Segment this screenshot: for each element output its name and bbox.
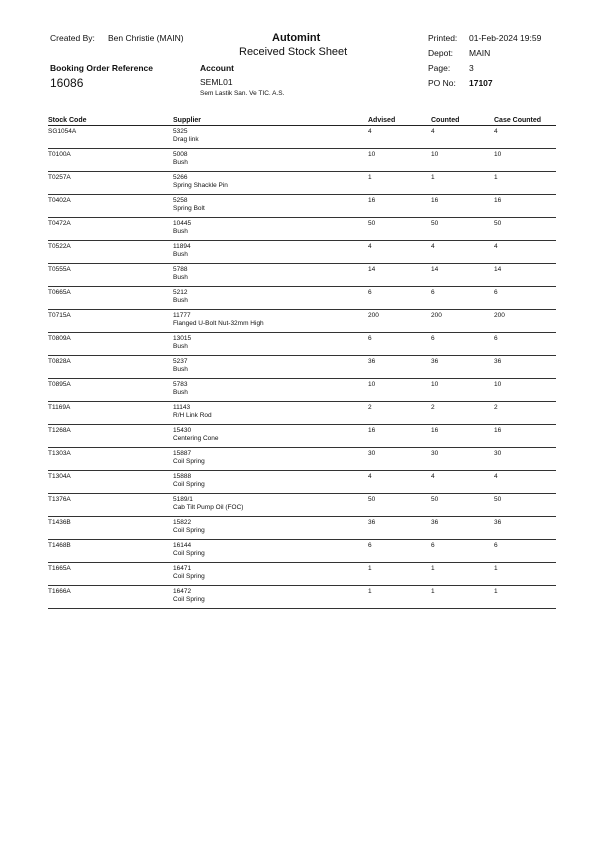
cell-counted	[431, 402, 494, 425]
counted-qty: 36	[431, 358, 439, 365]
advised-qty: 36	[368, 519, 376, 526]
stock-code: T1436B	[48, 519, 71, 526]
table-row	[48, 448, 556, 471]
cell-counted	[431, 425, 494, 448]
supplier-code: 5325	[173, 128, 188, 135]
counted-qty: 10	[431, 381, 439, 388]
cell-supplier	[173, 241, 368, 264]
supplier-code: 15887	[173, 450, 192, 457]
advised-qty: 200	[368, 312, 379, 319]
cell-advised	[368, 425, 431, 448]
counted-qty: 6	[431, 335, 435, 342]
supplier-code: 15430	[173, 427, 192, 434]
item-description: Coil Spring	[173, 527, 205, 534]
cell-advised	[368, 149, 431, 172]
supplier-code: 5237	[173, 358, 188, 365]
stock-code: T0555A	[48, 266, 71, 273]
item-description: Bush	[173, 251, 188, 258]
advised-qty: 10	[368, 151, 376, 158]
case-counted-qty: 2	[494, 404, 498, 411]
supplier-code: 15888	[173, 473, 192, 480]
stock-code: T1665A	[48, 565, 71, 572]
cell-advised	[368, 448, 431, 471]
cell-counted	[431, 586, 494, 609]
counted-qty: 6	[431, 542, 435, 549]
cell-case-counted	[494, 425, 556, 448]
cell-stock-code	[48, 333, 173, 356]
table-row	[48, 333, 556, 356]
counted-qty: 10	[431, 151, 439, 158]
cell-supplier	[173, 356, 368, 379]
case-counted-qty: 4	[494, 243, 498, 250]
table-row	[48, 379, 556, 402]
cell-stock-code	[48, 356, 173, 379]
case-counted-qty: 1	[494, 565, 498, 572]
stock-code: T1303A	[48, 450, 71, 457]
stock-code: T0828A	[48, 358, 71, 365]
counted-qty: 6	[431, 289, 435, 296]
cell-case-counted	[494, 172, 556, 195]
cell-advised	[368, 172, 431, 195]
created-by-label: Created By:	[50, 33, 95, 43]
cell-supplier	[173, 379, 368, 402]
cell-advised	[368, 310, 431, 333]
printed-value: 01-Feb-2024 19:59	[469, 33, 542, 43]
cell-counted	[431, 540, 494, 563]
cell-supplier	[173, 471, 368, 494]
case-counted-qty: 36	[494, 358, 502, 365]
table-row	[48, 517, 556, 540]
cell-advised	[368, 471, 431, 494]
table-row	[48, 494, 556, 517]
case-counted-qty: 50	[494, 496, 502, 503]
cell-counted	[431, 448, 494, 471]
cell-case-counted	[494, 586, 556, 609]
supplier-code: 11894	[173, 243, 191, 250]
table-row	[48, 310, 556, 333]
cell-case-counted	[494, 356, 556, 379]
cell-stock-code	[48, 517, 173, 540]
counted-qty: 4	[431, 128, 435, 135]
cell-counted	[431, 126, 494, 149]
counted-qty: 200	[431, 312, 442, 319]
item-description: Bush	[173, 274, 188, 281]
cell-counted	[431, 494, 494, 517]
supplier-code: 5008	[173, 151, 188, 158]
cell-advised	[368, 517, 431, 540]
item-description: Bush	[173, 366, 188, 373]
supplier-code: 13015	[173, 335, 192, 342]
stock-code: T0100A	[48, 151, 71, 158]
cell-stock-code	[48, 195, 173, 218]
stock-code: T0257A	[48, 174, 71, 181]
col-header-stock-code: Stock Code	[48, 114, 173, 126]
cell-stock-code	[48, 379, 173, 402]
cell-counted	[431, 310, 494, 333]
cell-counted	[431, 333, 494, 356]
cell-case-counted	[494, 402, 556, 425]
cell-supplier	[173, 264, 368, 287]
cell-case-counted	[494, 448, 556, 471]
counted-qty: 1	[431, 174, 435, 181]
item-description: Spring Bolt	[173, 205, 205, 212]
counted-qty: 16	[431, 197, 439, 204]
cell-counted	[431, 471, 494, 494]
cell-supplier	[173, 586, 368, 609]
cell-stock-code	[48, 563, 173, 586]
advised-qty: 30	[368, 450, 376, 457]
table-row	[48, 149, 556, 172]
advised-qty: 1	[368, 565, 372, 572]
stock-code: SG1054A	[48, 128, 77, 135]
cell-counted	[431, 241, 494, 264]
cell-supplier	[173, 563, 368, 586]
item-description: Coil Spring	[173, 481, 205, 488]
po-value: 17107	[469, 78, 493, 88]
cell-case-counted	[494, 149, 556, 172]
cell-stock-code	[48, 586, 173, 609]
stock-code: T1468B	[48, 542, 71, 549]
counted-qty: 2	[431, 404, 435, 411]
case-counted-qty: 50	[494, 220, 502, 227]
col-header-supplier: Supplier	[173, 114, 368, 126]
cell-advised	[368, 563, 431, 586]
cell-case-counted	[494, 333, 556, 356]
advised-qty: 2	[368, 404, 372, 411]
case-counted-qty: 4	[494, 473, 498, 480]
advised-qty: 6	[368, 335, 372, 342]
table-row	[48, 425, 556, 448]
cell-advised	[368, 494, 431, 517]
table-row	[48, 287, 556, 310]
advised-qty: 16	[368, 197, 376, 204]
booking-ref-label: Booking Order Reference	[50, 63, 153, 73]
counted-qty: 14	[431, 266, 439, 273]
page-label: Page:	[428, 63, 451, 73]
cell-stock-code	[48, 425, 173, 448]
case-counted-qty: 30	[494, 450, 502, 457]
advised-qty: 1	[368, 588, 372, 595]
table-row	[48, 126, 556, 149]
cell-stock-code	[48, 310, 173, 333]
case-counted-qty: 200	[494, 312, 505, 319]
cell-counted	[431, 218, 494, 241]
supplier-code: 5189/1	[173, 496, 193, 503]
cell-supplier	[173, 402, 368, 425]
supplier-code: 16472	[173, 588, 192, 595]
counted-qty: 36	[431, 519, 439, 526]
supplier-code: 5788	[173, 266, 188, 273]
case-counted-qty: 6	[494, 542, 498, 549]
cell-supplier	[173, 126, 368, 149]
supplier-code: 5212	[173, 289, 188, 296]
cell-case-counted	[494, 494, 556, 517]
cell-case-counted	[494, 195, 556, 218]
cell-counted	[431, 287, 494, 310]
cell-case-counted	[494, 379, 556, 402]
table-header-row	[48, 114, 556, 126]
cell-stock-code	[48, 402, 173, 425]
supplier-code: 10445	[173, 220, 192, 227]
po-label: PO No:	[428, 78, 456, 88]
col-header-counted: Counted	[431, 114, 494, 126]
table-row	[48, 218, 556, 241]
cell-advised	[368, 195, 431, 218]
cell-case-counted	[494, 563, 556, 586]
stock-code: T1376A	[48, 496, 71, 503]
cell-advised	[368, 333, 431, 356]
created-by-value: Ben Christie (MAIN)	[108, 33, 184, 43]
item-description: Bush	[173, 389, 188, 396]
stock-table	[48, 114, 556, 609]
cell-supplier	[173, 425, 368, 448]
case-counted-qty: 16	[494, 427, 502, 434]
cell-stock-code	[48, 172, 173, 195]
advised-qty: 4	[368, 243, 372, 250]
case-counted-qty: 36	[494, 519, 502, 526]
cell-supplier	[173, 195, 368, 218]
advised-qty: 6	[368, 542, 372, 549]
cell-case-counted	[494, 540, 556, 563]
table-row	[48, 264, 556, 287]
report-title: Automint	[272, 32, 321, 44]
depot-label: Depot:	[428, 48, 454, 58]
supplier-code: 11777	[173, 312, 191, 319]
counted-qty: 4	[431, 473, 435, 480]
stock-code: T1169A	[48, 404, 71, 411]
account-code: SEML01	[200, 77, 233, 87]
item-description: Bush	[173, 343, 188, 350]
cell-supplier	[173, 517, 368, 540]
page-value: 3	[469, 63, 474, 73]
case-counted-qty: 14	[494, 266, 502, 273]
table-row	[48, 402, 556, 425]
advised-qty: 4	[368, 473, 372, 480]
cell-advised	[368, 241, 431, 264]
counted-qty: 1	[431, 565, 435, 572]
col-header-case-counted: Case Counted	[494, 114, 556, 126]
cell-supplier	[173, 494, 368, 517]
cell-case-counted	[494, 471, 556, 494]
account-name: Sem Lastik San. Ve TIC. A.S.	[200, 90, 285, 97]
counted-qty: 50	[431, 496, 439, 503]
cell-advised	[368, 264, 431, 287]
table-row	[48, 356, 556, 379]
printed-label: Printed:	[428, 33, 458, 43]
stock-code: T0402A	[48, 197, 71, 204]
cell-counted	[431, 195, 494, 218]
cell-case-counted	[494, 287, 556, 310]
cell-supplier	[173, 310, 368, 333]
advised-qty: 10	[368, 381, 376, 388]
advised-qty: 50	[368, 496, 376, 503]
item-description: Drag link	[173, 136, 199, 143]
cell-supplier	[173, 333, 368, 356]
cell-case-counted	[494, 241, 556, 264]
stock-code: T0472A	[48, 220, 71, 227]
cell-advised	[368, 126, 431, 149]
stock-code: T0665A	[48, 289, 71, 296]
advised-qty: 16	[368, 427, 376, 434]
cell-case-counted	[494, 264, 556, 287]
table-row	[48, 586, 556, 609]
cell-counted	[431, 172, 494, 195]
cell-case-counted	[494, 126, 556, 149]
supplier-code: 15822	[173, 519, 192, 526]
stock-code: T1268A	[48, 427, 71, 434]
case-counted-qty: 10	[494, 151, 502, 158]
table-row	[48, 195, 556, 218]
case-counted-qty: 16	[494, 197, 502, 204]
item-description: Cab Tilt Pump Oil (FOC)	[173, 504, 244, 511]
cell-stock-code	[48, 241, 173, 264]
table-row	[48, 241, 556, 264]
counted-qty: 16	[431, 427, 439, 434]
stock-code: T1666A	[48, 588, 71, 595]
case-counted-qty: 6	[494, 289, 498, 296]
item-description: Bush	[173, 297, 188, 304]
stock-code: T1304A	[48, 473, 71, 480]
cell-advised	[368, 218, 431, 241]
report-subtitle: Received Stock Sheet	[239, 46, 348, 58]
cell-advised	[368, 586, 431, 609]
cell-supplier	[173, 172, 368, 195]
item-description: Coil Spring	[173, 550, 205, 557]
cell-advised	[368, 287, 431, 310]
case-counted-qty: 1	[494, 174, 498, 181]
table-row	[48, 540, 556, 563]
cell-advised	[368, 356, 431, 379]
cell-stock-code	[48, 471, 173, 494]
cell-case-counted	[494, 517, 556, 540]
supplier-code: 5266	[173, 174, 188, 181]
advised-qty: 50	[368, 220, 376, 227]
cell-case-counted	[494, 218, 556, 241]
supplier-code: 16471	[173, 565, 192, 572]
depot-value: MAIN	[469, 48, 491, 58]
cell-advised	[368, 402, 431, 425]
cell-stock-code	[48, 264, 173, 287]
cell-stock-code	[48, 448, 173, 471]
stock-code: T0809A	[48, 335, 71, 342]
cell-supplier	[173, 218, 368, 241]
cell-counted	[431, 264, 494, 287]
item-description: Coil Spring	[173, 596, 205, 603]
item-description: R/H Link Rod	[173, 412, 212, 419]
advised-qty: 6	[368, 289, 372, 296]
stock-code: T0895A	[48, 381, 71, 388]
supplier-code: 5258	[173, 197, 188, 204]
cell-stock-code	[48, 540, 173, 563]
cell-supplier	[173, 149, 368, 172]
supplier-code: 16144	[173, 542, 192, 549]
cell-case-counted	[494, 310, 556, 333]
advised-qty: 4	[368, 128, 372, 135]
cell-stock-code	[48, 494, 173, 517]
cell-supplier	[173, 287, 368, 310]
item-description: Coil Spring	[173, 573, 205, 580]
case-counted-qty: 10	[494, 381, 502, 388]
counted-qty: 4	[431, 243, 435, 250]
cell-advised	[368, 379, 431, 402]
table-row	[48, 563, 556, 586]
advised-qty: 14	[368, 266, 376, 273]
account-label: Account	[200, 63, 234, 73]
item-description: Bush	[173, 228, 188, 235]
counted-qty: 1	[431, 588, 435, 595]
cell-stock-code	[48, 126, 173, 149]
advised-qty: 1	[368, 174, 372, 181]
cell-counted	[431, 379, 494, 402]
supplier-code: 5783	[173, 381, 188, 388]
booking-ref-value: 16086	[50, 76, 84, 90]
cell-stock-code	[48, 149, 173, 172]
item-description: Flanged U-Bolt Nut-32mm High	[173, 320, 264, 327]
supplier-code: 11143	[173, 404, 191, 411]
cell-counted	[431, 149, 494, 172]
item-description: Spring Shackle Pin	[173, 182, 228, 189]
cell-stock-code	[48, 218, 173, 241]
cell-counted	[431, 563, 494, 586]
counted-qty: 50	[431, 220, 439, 227]
stock-code: T0715A	[48, 312, 71, 319]
stock-code: T0522A	[48, 243, 71, 250]
cell-counted	[431, 356, 494, 379]
cell-advised	[368, 540, 431, 563]
case-counted-qty: 6	[494, 335, 498, 342]
cell-counted	[431, 517, 494, 540]
table-row	[48, 172, 556, 195]
advised-qty: 36	[368, 358, 376, 365]
case-counted-qty: 4	[494, 128, 498, 135]
item-description: Bush	[173, 159, 188, 166]
cell-stock-code	[48, 287, 173, 310]
cell-supplier	[173, 448, 368, 471]
col-header-advised: Advised	[368, 114, 431, 126]
item-description: Centering Cone	[173, 435, 219, 442]
item-description: Coil Spring	[173, 458, 205, 465]
cell-supplier	[173, 540, 368, 563]
table-row	[48, 471, 556, 494]
counted-qty: 30	[431, 450, 439, 457]
case-counted-qty: 1	[494, 588, 498, 595]
